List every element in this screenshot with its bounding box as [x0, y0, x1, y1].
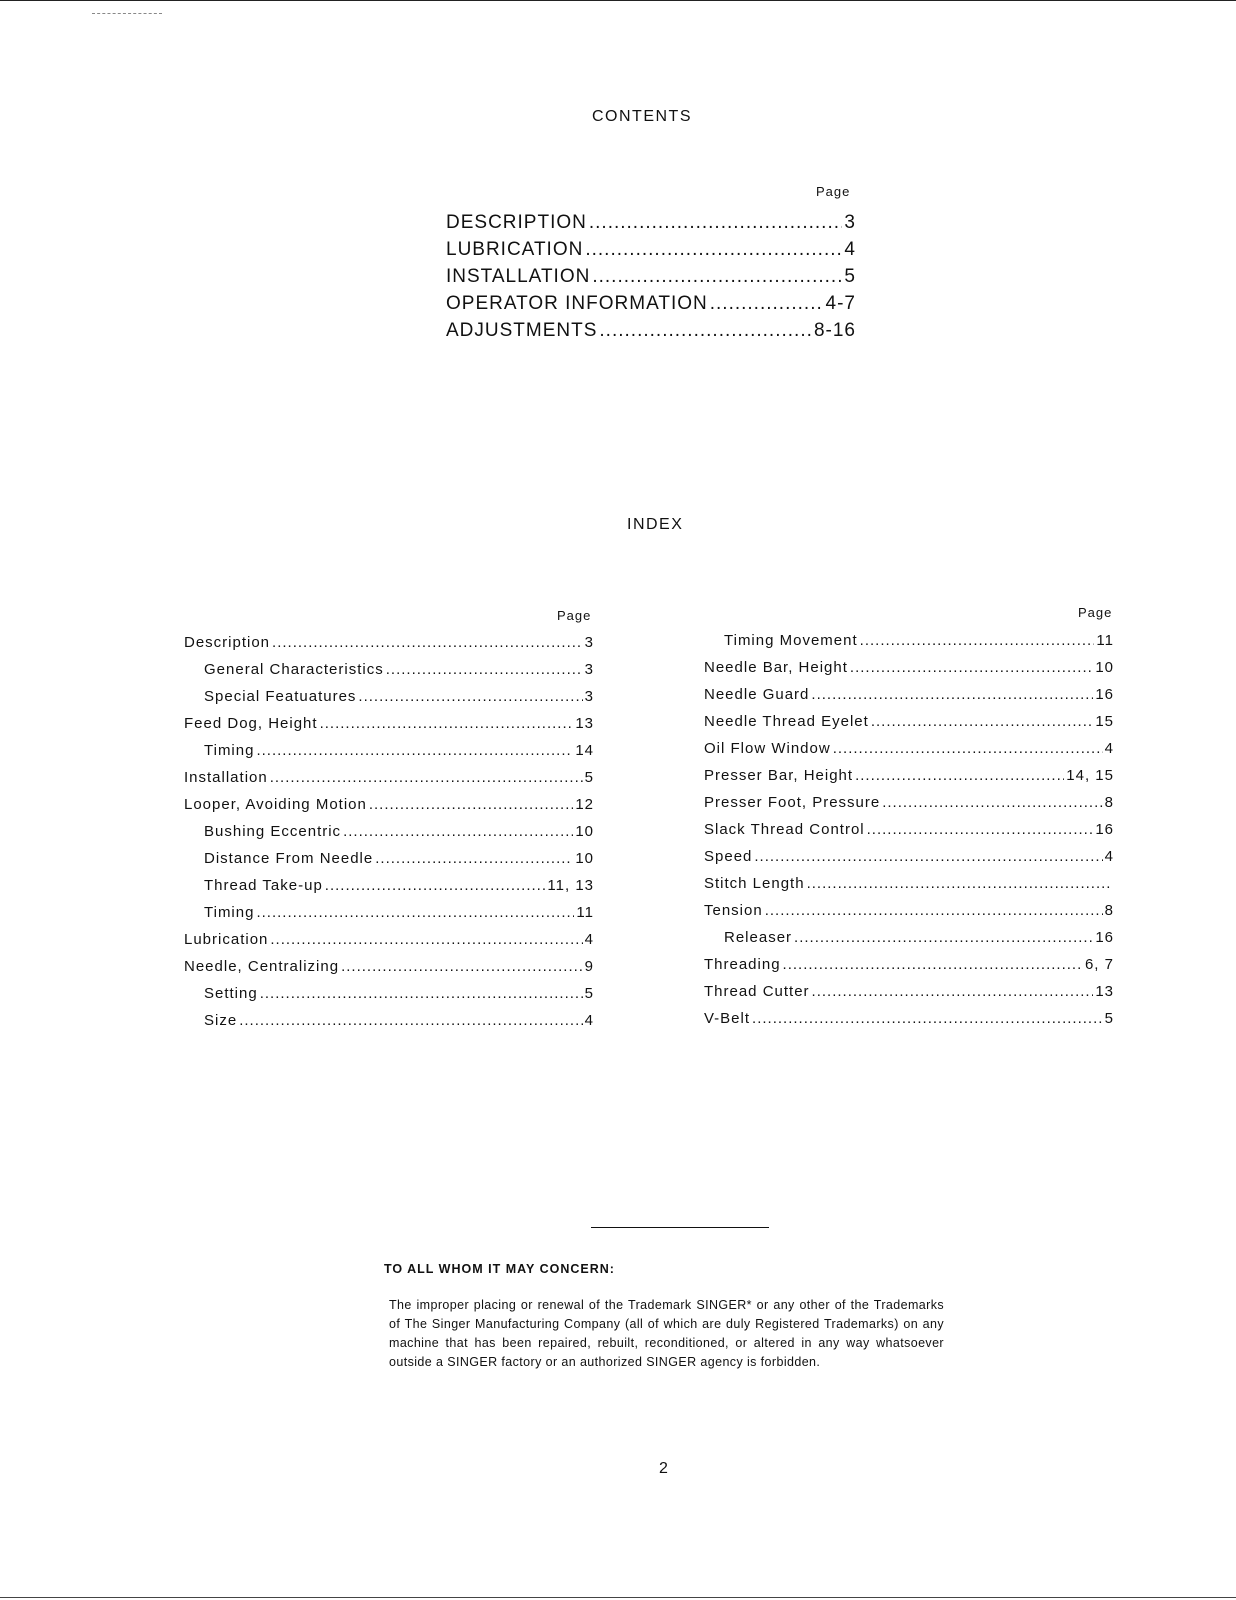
index-entry [704, 848, 1114, 875]
contents-entry [446, 239, 856, 266]
entry-page: 5 [844, 266, 856, 287]
entry-page: 8-16 [813, 320, 856, 341]
index-entry [184, 688, 594, 715]
contents-page-label: Page [816, 184, 851, 199]
dot-leader [239, 1012, 582, 1029]
dot-leader [850, 659, 1093, 676]
entry-page: 4 [584, 1012, 594, 1029]
index-entry [184, 742, 594, 769]
scan-artifact [92, 13, 162, 15]
dot-leader [270, 931, 582, 948]
index-entry [184, 1012, 594, 1039]
index-entry [184, 850, 594, 877]
top-border-line [0, 0, 1236, 1]
entry-page: 3 [584, 688, 594, 705]
index-entry [184, 958, 594, 985]
dot-leader [882, 794, 1102, 811]
dot-leader [585, 239, 842, 261]
index-left-page-label: Page [557, 608, 592, 623]
dot-leader [867, 821, 1094, 838]
entry-label: Installation [184, 769, 268, 786]
index-left-column [184, 634, 594, 1039]
dot-leader [260, 985, 583, 1002]
dot-leader [871, 713, 1093, 730]
index-entry [184, 769, 594, 796]
dot-leader [272, 634, 583, 651]
entry-label: Needle, Centralizing [184, 958, 340, 975]
entry-label: Slack Thread Control [704, 821, 865, 838]
index-entry [184, 877, 594, 904]
index-entry [704, 659, 1114, 686]
index-entry [184, 715, 594, 742]
entry-page: 4-7 [825, 293, 856, 314]
contents-entry [446, 266, 856, 293]
entry-label: Needle Bar, Height [704, 659, 848, 676]
dot-leader [794, 929, 1093, 946]
entry-label: DESCRIPTION [446, 212, 587, 233]
entry-page: 4 [1104, 848, 1114, 865]
entry-label: Setting [204, 985, 258, 1002]
entry-label: Threading [704, 956, 781, 973]
dot-leader [599, 320, 812, 342]
entry-page: 14 [575, 742, 594, 759]
dot-leader [358, 688, 582, 705]
contents-heading: CONTENTS [592, 108, 692, 125]
index-entry [704, 740, 1114, 767]
dot-leader [783, 956, 1083, 973]
entry-page: 8 [1104, 902, 1114, 919]
index-entry [184, 796, 594, 823]
dot-leader [375, 850, 573, 867]
entry-label: Presser Foot, Pressure [704, 794, 881, 811]
entry-label: Feed Dog, Height [184, 715, 318, 732]
entry-page: 16 [1095, 686, 1114, 703]
index-entry [184, 823, 594, 850]
dot-leader [369, 796, 573, 813]
page-number: 2 [659, 1460, 668, 1477]
entry-page: 5 [584, 769, 594, 786]
index-entry [704, 686, 1114, 713]
entry-label: Tension [704, 902, 763, 919]
index-entry [184, 634, 594, 661]
entry-page: 4 [584, 931, 594, 948]
index-entry [704, 767, 1114, 794]
entry-page: 11 [1096, 632, 1114, 649]
entry-page: 5 [1104, 1010, 1114, 1027]
dot-leader [386, 661, 583, 678]
entry-page: 5 [584, 985, 594, 1002]
entry-label: Needle Thread Eyelet [704, 713, 869, 730]
entry-label: General Characteristics [204, 661, 384, 678]
dot-leader [325, 877, 546, 894]
contents-list [446, 212, 856, 347]
entry-page: 3 [844, 212, 856, 233]
entry-label: OPERATOR INFORMATION [446, 293, 708, 314]
entry-page: 13 [1095, 983, 1114, 1000]
index-entry [704, 632, 1114, 659]
dot-leader [343, 823, 573, 840]
entry-label: INSTALLATION [446, 266, 591, 287]
entry-label: Speed [704, 848, 753, 865]
dot-leader [270, 769, 583, 786]
dot-leader [589, 212, 843, 234]
dot-leader [812, 983, 1094, 1000]
entry-page: 10 [575, 823, 594, 840]
entry-label: ADJUSTMENTS [446, 320, 598, 341]
dot-leader [710, 293, 824, 315]
entry-label: Timing [204, 742, 255, 759]
entry-page: 9 [584, 958, 594, 975]
dot-leader [341, 958, 583, 975]
entry-label: Timing Movement [724, 632, 858, 649]
entry-label: Timing [204, 904, 255, 921]
contents-entry [446, 320, 856, 347]
index-entry [704, 1010, 1114, 1037]
index-entry [704, 983, 1114, 1010]
entry-page: 4 [844, 239, 856, 260]
entry-page: 14, 15 [1066, 767, 1114, 784]
entry-label: Bushing Eccentric [204, 823, 342, 840]
dot-leader [752, 1010, 1103, 1027]
entry-label: Needle Guard [704, 686, 810, 703]
entry-label: Distance From Needle [204, 850, 374, 867]
dot-leader [256, 904, 574, 921]
entry-label: Thread Take-up [204, 877, 323, 894]
entry-page: 8 [1104, 794, 1114, 811]
index-entry [704, 929, 1114, 956]
index-entry [704, 821, 1114, 848]
index-entry [704, 956, 1114, 983]
entry-label: Stitch Length [704, 875, 805, 892]
entry-label: V-Belt [704, 1010, 751, 1027]
entry-page: 15 [1095, 713, 1114, 730]
dot-leader [754, 848, 1102, 865]
index-entry [704, 902, 1114, 929]
index-entry [184, 661, 594, 688]
dot-leader [592, 266, 842, 288]
entry-page: 3 [584, 634, 594, 651]
dot-leader [833, 740, 1103, 757]
index-entry [184, 985, 594, 1012]
bottom-border-line [0, 1597, 1236, 1598]
entry-page: 11, 13 [547, 877, 594, 894]
entry-label: Thread Cutter [704, 983, 810, 1000]
dot-leader [860, 632, 1095, 649]
entry-label: Description [184, 634, 271, 651]
entry-page: 6, 7 [1084, 956, 1114, 973]
entry-label: Size [204, 1012, 238, 1029]
entry-page: 10 [575, 850, 594, 867]
index-heading: INDEX [627, 516, 684, 533]
contents-entry [446, 212, 856, 239]
index-entry [704, 875, 1114, 902]
dot-leader [855, 767, 1064, 784]
entry-page: 11 [576, 904, 594, 921]
index-entry [704, 794, 1114, 821]
entry-label: LUBRICATION [446, 239, 584, 260]
entry-page: 16 [1095, 929, 1114, 946]
notice-body: The improper placing or renewal of the Trademark SINGER* or any other of the Trademarks of The Singer Manufacturing Company (all of which are duly Registered Trademarks) on any machine that has been repaired, rebuilt, reconditioned, or altered in any way whatsoever outside a SINGER factory or an authorized SINGER agency is forbidden. [389, 1298, 944, 1369]
entry-page: 12 [575, 796, 594, 813]
entry-page: 4 [1104, 740, 1114, 757]
index-entry [704, 713, 1114, 740]
index-right-page-label: Page [1078, 605, 1113, 620]
entry-label: Oil Flow Window [704, 740, 831, 757]
notice-title: TO ALL WHOM IT MAY CONCERN: [384, 1262, 615, 1276]
contents-entry [446, 293, 856, 320]
index-entry [184, 931, 594, 958]
dot-leader [256, 742, 573, 759]
entry-label: Presser Bar, Height [704, 767, 854, 784]
dot-leader [765, 902, 1103, 919]
entry-page: 16 [1095, 821, 1114, 838]
entry-page: 3 [584, 661, 594, 678]
index-right-column [704, 632, 1114, 1037]
dot-leader [811, 686, 1093, 703]
index-entry [184, 904, 594, 931]
dot-leader [807, 875, 1112, 892]
dot-leader [320, 715, 574, 732]
entry-label: Looper, Avoiding Motion [184, 796, 367, 813]
entry-label: Releaser [724, 929, 793, 946]
entry-page: 13 [575, 715, 594, 732]
entry-label: Lubrication [184, 931, 269, 948]
entry-page: 10 [1095, 659, 1114, 676]
entry-label: Special Featuatures [204, 688, 357, 705]
section-divider [591, 1227, 769, 1228]
